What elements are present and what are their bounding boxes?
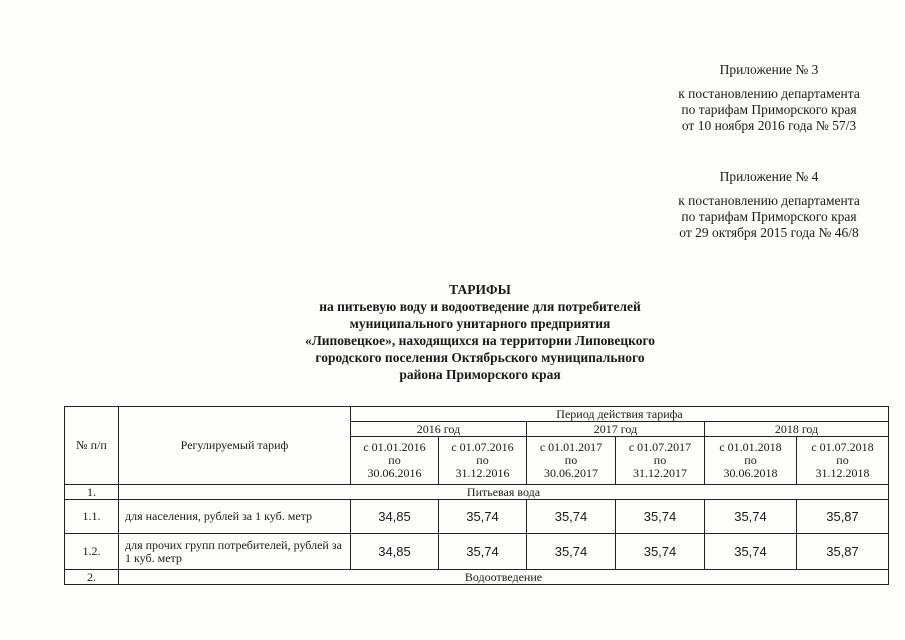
- period-header-cell: с 01.01.2016 по 30.06.2016: [351, 437, 439, 485]
- title-line: «Липовецкое», находящихся на территории Липовецкого: [304, 333, 656, 348]
- appendix-4-line: от 29 октября 2015 года № 46/8: [679, 225, 859, 240]
- title-line: района Приморского края: [399, 367, 561, 382]
- row-label: для прочих групп потребителей, рублей за 1 куб. метр: [119, 534, 351, 570]
- tariff-value: 35,74: [705, 500, 797, 534]
- section-row: [65, 570, 889, 585]
- title-line: на питьевую воду и водоотведение для потребителей: [319, 299, 641, 314]
- section-num: 1.: [65, 485, 119, 500]
- year-header: 2016 год: [351, 422, 527, 437]
- period-header: Период действия тарифа: [351, 407, 889, 422]
- tariff-value: 35,74: [439, 534, 527, 570]
- tariff-value: 35,87: [797, 500, 889, 534]
- row-num: 1.2.: [65, 534, 119, 570]
- appendix-4-block: [655, 169, 883, 241]
- title-line: муниципального унитарного предприятия: [349, 316, 611, 331]
- tariff-value: 35,74: [705, 534, 797, 570]
- col-header-num: № п/п: [65, 407, 119, 485]
- appendix-4-line: к постановлению департамента: [678, 193, 860, 208]
- appendix-3-heading: Приложение № 3: [719, 62, 819, 77]
- appendix-3-line: от 10 ноября 2016 года № 57/3: [681, 118, 857, 133]
- table-header-row: [65, 407, 889, 422]
- section-label: Питьевая вода: [119, 485, 889, 500]
- period-header-cell: с 01.07.2017 по 31.12.2017: [616, 437, 705, 485]
- tariff-value: 34,85: [351, 534, 439, 570]
- tariff-value: 35,74: [527, 500, 616, 534]
- period-header-cell: с 01.07.2018 по 31.12.2018: [797, 437, 889, 485]
- appendix-3-line: по тарифам Приморского края: [681, 102, 857, 117]
- table-row: [65, 534, 889, 570]
- section-row: [65, 485, 889, 500]
- table-row: [65, 500, 889, 534]
- year-header: 2017 год: [527, 422, 705, 437]
- document-title: [230, 281, 730, 383]
- title-line: городского поселения Октябрьского муниципального: [315, 350, 645, 365]
- year-header: 2018 год: [705, 422, 889, 437]
- appendix-3-line: к постановлению департамента: [678, 86, 860, 101]
- tariff-value: 34,85: [351, 500, 439, 534]
- period-header-cell: с 01.01.2017 по 30.06.2017: [527, 437, 616, 485]
- row-num: 1.1.: [65, 500, 119, 534]
- tariff-value: 35,74: [439, 500, 527, 534]
- appendix-3-block: [660, 62, 878, 134]
- period-header-cell: с 01.01.2018 по 30.06.2018: [705, 437, 797, 485]
- tariff-value: 35,87: [797, 534, 889, 570]
- appendix-4-line: по тарифам Приморского края: [681, 209, 857, 224]
- section-num: 2.: [65, 570, 119, 585]
- tariff-value: 35,74: [616, 500, 705, 534]
- tariff-table: [64, 406, 889, 585]
- appendix-4-heading: Приложение № 4: [719, 169, 819, 184]
- tariff-value: 35,74: [527, 534, 616, 570]
- row-label: для населения, рублей за 1 куб. метр: [119, 500, 351, 534]
- tariff-value: 35,74: [616, 534, 705, 570]
- title-heading: ТАРИФЫ: [449, 282, 511, 297]
- period-header-cell: с 01.07.2016 по 31.12.2016: [439, 437, 527, 485]
- section-label: Водоотведение: [119, 570, 889, 585]
- col-header-tariff: Регулируемый тариф: [119, 407, 351, 485]
